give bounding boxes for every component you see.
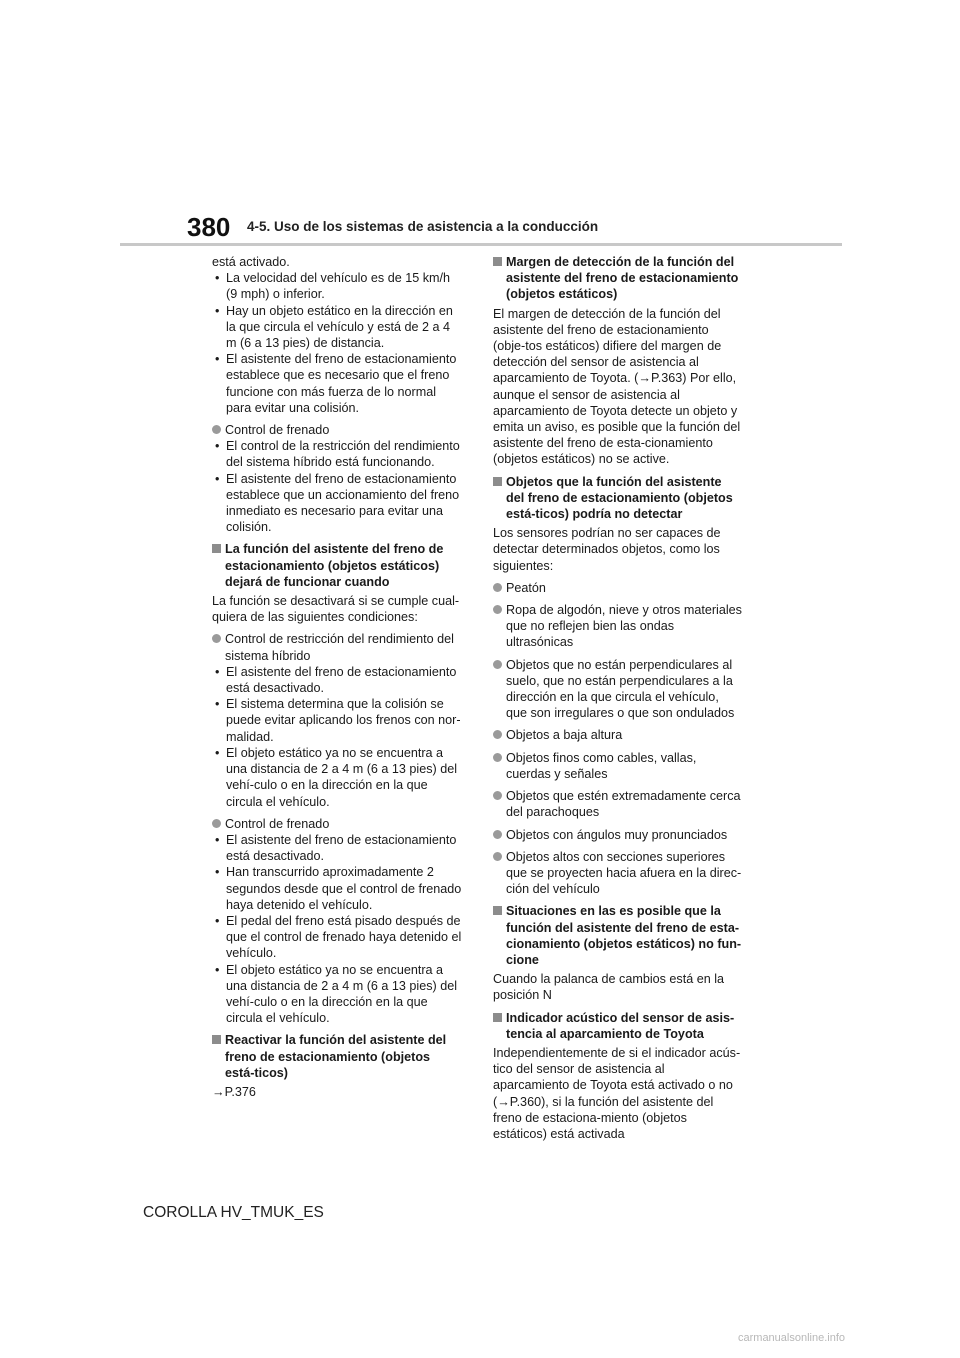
circle-bullet-text: Objetos que no están perpendiculares al suelo, que no están perpendiculares a la dirección en la que circula el vehículo, que son irregulares o que son ondulados	[506, 657, 743, 722]
header-rule	[120, 243, 842, 246]
situations-heading: Situaciones en las es posible que la función del asistente del freno de esta-cionamiento (objetos estáticos) no fun-cione	[493, 903, 743, 968]
list-item: • El pedal del freno está pisado después de que el control de frenado haya detenido el vehículo.	[212, 913, 462, 962]
circle-bullet-text: Objetos finos como cables, vallas, cuerdas y señales	[506, 750, 743, 782]
circle-bullet-text: Objetos que estén extremadamente cerca del parachoques	[506, 788, 743, 820]
list-item: • El asistente del freno de estacionamiento está desactivado.	[212, 664, 462, 696]
list-item: • El control de la restricción del rendimiento del sistema híbrido está funcionando.	[212, 438, 462, 470]
list-item	[493, 602, 743, 651]
intro-continuation: está activado.	[212, 255, 290, 269]
list-item	[493, 827, 743, 843]
brake-control-bullets	[212, 438, 462, 535]
margin-text: El margen de detección de la función del asistente del freno de estacionamiento (obje-tos estáticos) difiere del margen de detección del sensor de asistencia al aparcamiento de Toyota. (→P.363) Por ello, aunque el sensor de asistencia al aparcamiento de Toyota detecte un objeto y emita un aviso, es posible que la función del asistente del freno de esta-cionamiento (objetos estáticos) no se active.	[493, 306, 741, 467]
stop-section-heading: La función del asistente del freno de estacionamiento (objetos estáticos) dejará de funcionar cuando	[212, 541, 462, 590]
list-item: • El sistema determina que la colisión se puede evitar aplicando los frenos con nor-malidad.	[212, 696, 462, 745]
stop-item-hybrid	[212, 631, 462, 809]
list-item: • El asistente del freno de estacionamiento está desactivado.	[212, 832, 462, 864]
list-item	[493, 750, 743, 782]
margin-heading: Margen de detección de la función del asistente del freno de estacionamiento (objetos estáticos)	[493, 254, 743, 303]
footer-model: COROLLA HV_TMUK_ES	[143, 1204, 324, 1221]
section-title: 4-5. Uso de los sistemas de asistencia a la conducción	[247, 219, 599, 234]
stop-section-text: La función se desactivará si se cumple cual-quiera de las siguientes condiciones:	[212, 594, 460, 625]
circle-bullet-text: Ropa de algodón, nieve y otros materiales que no reflejen bien las ondas ultrasónicas	[506, 603, 742, 650]
undetected-text: Los sensores podrían no ser capaces de detectar determinados objetos, como los siguientes:	[493, 526, 721, 573]
intro-bullets	[212, 270, 462, 416]
list-item: • El asistente del freno de estacionamiento establece que un accionamiento del freno inmediato es necesario para evitar una colisión.	[212, 471, 462, 536]
list-item: • El objeto estático ya no se encuentra a una distancia de 2 a 4 m (6 a 13 pies) del vehí-culo o en la dirección en la que circula el vehículo.	[212, 962, 462, 1027]
list-item	[493, 849, 743, 898]
circle-bullet-text: Peatón	[506, 580, 743, 596]
stop-item-hybrid-bullets	[212, 664, 462, 810]
list-item	[493, 788, 743, 820]
circle-bullet-title: Control de frenado	[225, 422, 462, 438]
circle-bullet-title: Control de frenado	[225, 816, 462, 832]
left-column	[212, 254, 462, 1106]
list-item: • El objeto estático ya no se encuentra a una distancia de 2 a 4 m (6 a 13 pies) del vehí-culo o en la dirección en la que circula el vehículo.	[212, 745, 462, 810]
right-column	[493, 254, 743, 1148]
stop-item-brake	[212, 816, 462, 1027]
watermark: carmanualsonline.info	[738, 1332, 846, 1344]
circle-bullet-title: Control de restricción del rendimiento del sistema híbrido	[225, 631, 462, 663]
reactivate-ref: →P.376	[212, 1084, 256, 1099]
brake-control-item	[212, 422, 462, 535]
list-item: • La velocidad del vehículo es de 15 km/h (9 mph) o inferior.	[212, 270, 462, 302]
circle-bullet-text: Objetos con ángulos muy pronunciados	[506, 827, 743, 843]
list-item	[493, 657, 743, 722]
buzzer-heading: Indicador acústico del sensor de asis-tencia al aparcamiento de Toyota	[493, 1010, 743, 1042]
page-number: 380	[187, 212, 231, 242]
reactivate-heading: Reactivar la función del asistente del freno de estacionamiento (objetos está-ticos)	[212, 1032, 462, 1081]
circle-bullet-text: Objetos altos con secciones superiores que se proyecten hacia afuera en la direc-ción del vehículo	[506, 849, 742, 897]
list-item: • El asistente del freno de estacionamiento establece que es necesario que el freno funcione con más fuerza de lo normal para evitar una colisión.	[212, 351, 462, 416]
buzzer-text: Independientemente de si el indicador acús-tico del sensor de asistencia al aparcamiento de Toyota está activado o no (→P.360), si la función del asistente del freno de estaciona-miento (objetos estáticos) está activada	[493, 1045, 741, 1141]
situations-text: Cuando la palanca de cambios está en la posición N	[493, 972, 725, 1003]
list-item: • Hay un objeto estático en la dirección en la que circula el vehículo y está de 2 a 4 m (6 a 13 pies) de distancia.	[212, 303, 462, 352]
list-item	[493, 727, 743, 743]
undetected-heading: Objetos que la función del asistente del freno de estacionamiento (objetos está-ticos) podría no detectar	[493, 474, 743, 523]
list-item	[493, 580, 743, 596]
circle-bullet-text: Objetos a baja altura	[506, 727, 743, 743]
stop-item-brake-bullets	[212, 832, 462, 1026]
list-item: • Han transcurrido aproximadamente 2 segundos desde que el control de frenado haya detenido el vehículo.	[212, 864, 462, 913]
